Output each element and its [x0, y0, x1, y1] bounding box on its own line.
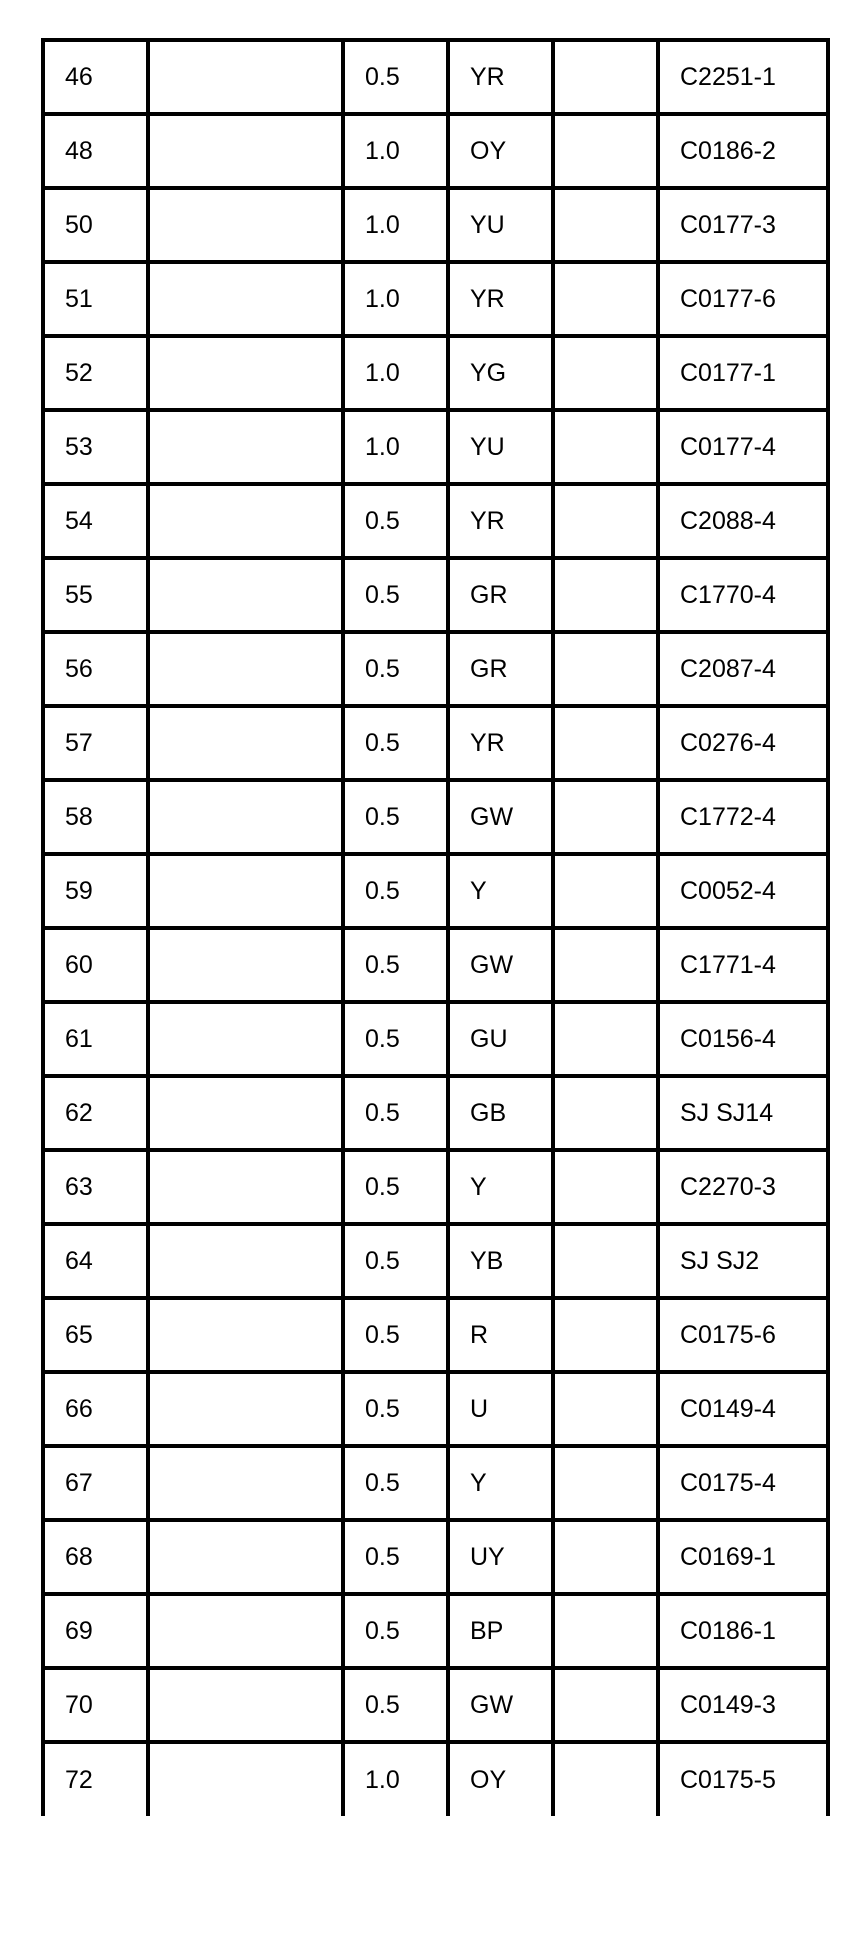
connector-cell: C2088-4: [658, 484, 828, 558]
connector-cell: C2251-1: [658, 40, 828, 114]
label-cell: [148, 188, 343, 262]
connector-cell: C0149-3: [658, 1668, 828, 1742]
extra-cell: [553, 40, 658, 114]
wire-colour-cell: UY: [448, 1520, 553, 1594]
connector-cell: C1770-4: [658, 558, 828, 632]
wire-colour-cell: GB: [448, 1076, 553, 1150]
extra-cell: [553, 336, 658, 410]
label-cell: [148, 1446, 343, 1520]
extra-cell: [553, 1520, 658, 1594]
connector-cell: SJ SJ14: [658, 1076, 828, 1150]
pin-cell: 48: [43, 114, 148, 188]
label-cell: [148, 1668, 343, 1742]
table-row: [43, 484, 828, 558]
table-row: [43, 336, 828, 410]
connector-cell: C2270-3: [658, 1150, 828, 1224]
wire-size-cell: 0.5: [343, 40, 448, 114]
extra-cell: [553, 484, 658, 558]
wire-size-cell: 1.0: [343, 188, 448, 262]
extra-cell: [553, 1594, 658, 1668]
connector-cell: C2087-4: [658, 632, 828, 706]
label-cell: [148, 1224, 343, 1298]
wire-size-cell: 0.5: [343, 1446, 448, 1520]
pin-cell: 62: [43, 1076, 148, 1150]
connector-cell: C1772-4: [658, 780, 828, 854]
wire-colour-cell: OY: [448, 1742, 553, 1816]
table-row: [43, 1150, 828, 1224]
table-row: [43, 410, 828, 484]
wire-colour-cell: YR: [448, 40, 553, 114]
wire-colour-cell: R: [448, 1298, 553, 1372]
connector-cell: C0177-3: [658, 188, 828, 262]
label-cell: [148, 1520, 343, 1594]
connector-cell: C0177-6: [658, 262, 828, 336]
extra-cell: [553, 780, 658, 854]
wire-colour-cell: Y: [448, 1446, 553, 1520]
wire-size-cell: 0.5: [343, 1224, 448, 1298]
pin-cell: 52: [43, 336, 148, 410]
wire-colour-cell: U: [448, 1372, 553, 1446]
pin-cell: 53: [43, 410, 148, 484]
wire-colour-cell: YR: [448, 706, 553, 780]
table-row: [43, 1668, 828, 1742]
wire-colour-cell: GR: [448, 558, 553, 632]
connector-cell: C0177-1: [658, 336, 828, 410]
label-cell: [148, 1150, 343, 1224]
pin-cell: 46: [43, 40, 148, 114]
wire-size-cell: 0.5: [343, 780, 448, 854]
pin-cell: 56: [43, 632, 148, 706]
label-cell: [148, 1372, 343, 1446]
table-row: [43, 114, 828, 188]
label-cell: [148, 410, 343, 484]
extra-cell: [553, 114, 658, 188]
pin-cell: 60: [43, 928, 148, 1002]
connector-cell: C0149-4: [658, 1372, 828, 1446]
wiring-table: [41, 38, 830, 1816]
label-cell: [148, 854, 343, 928]
table-row: [43, 632, 828, 706]
label-cell: [148, 40, 343, 114]
wire-size-cell: 0.5: [343, 1076, 448, 1150]
label-cell: [148, 706, 343, 780]
label-cell: [148, 780, 343, 854]
pin-cell: 51: [43, 262, 148, 336]
wire-size-cell: 1.0: [343, 410, 448, 484]
wire-size-cell: 1.0: [343, 336, 448, 410]
wire-colour-cell: GR: [448, 632, 553, 706]
label-cell: [148, 114, 343, 188]
table-row: [43, 1076, 828, 1150]
pin-cell: 65: [43, 1298, 148, 1372]
wire-colour-cell: YR: [448, 484, 553, 558]
wire-size-cell: 0.5: [343, 1372, 448, 1446]
pin-cell: 59: [43, 854, 148, 928]
pin-cell: 64: [43, 1224, 148, 1298]
table-row: [43, 1372, 828, 1446]
extra-cell: [553, 1742, 658, 1816]
label-cell: [148, 928, 343, 1002]
wire-colour-cell: YB: [448, 1224, 553, 1298]
connector-cell: C0052-4: [658, 854, 828, 928]
wire-size-cell: 0.5: [343, 1002, 448, 1076]
extra-cell: [553, 558, 658, 632]
pin-cell: 72: [43, 1742, 148, 1816]
extra-cell: [553, 1150, 658, 1224]
connector-cell: C1771-4: [658, 928, 828, 1002]
table-row: [43, 1298, 828, 1372]
connector-cell: C0156-4: [658, 1002, 828, 1076]
wire-colour-cell: OY: [448, 114, 553, 188]
connector-cell: C0276-4: [658, 706, 828, 780]
wire-colour-cell: YG: [448, 336, 553, 410]
extra-cell: [553, 632, 658, 706]
extra-cell: [553, 1668, 658, 1742]
table-row: [43, 706, 828, 780]
wire-size-cell: 0.5: [343, 558, 448, 632]
wire-colour-cell: BP: [448, 1594, 553, 1668]
table-row: [43, 928, 828, 1002]
label-cell: [148, 1002, 343, 1076]
label-cell: [148, 1742, 343, 1816]
label-cell: [148, 632, 343, 706]
extra-cell: [553, 262, 658, 336]
pin-cell: 50: [43, 188, 148, 262]
wire-size-cell: 1.0: [343, 262, 448, 336]
wire-colour-cell: YR: [448, 262, 553, 336]
connector-cell: SJ SJ2: [658, 1224, 828, 1298]
pin-cell: 57: [43, 706, 148, 780]
wire-size-cell: 0.5: [343, 632, 448, 706]
table-row: [43, 854, 828, 928]
wire-colour-cell: Y: [448, 1150, 553, 1224]
table-row: [43, 188, 828, 262]
label-cell: [148, 1076, 343, 1150]
table-row: [43, 40, 828, 114]
wire-colour-cell: YU: [448, 410, 553, 484]
table-row: [43, 1224, 828, 1298]
extra-cell: [553, 188, 658, 262]
wire-size-cell: 1.0: [343, 1742, 448, 1816]
pin-cell: 61: [43, 1002, 148, 1076]
pin-cell: 55: [43, 558, 148, 632]
pin-cell: 58: [43, 780, 148, 854]
pin-cell: 63: [43, 1150, 148, 1224]
label-cell: [148, 1298, 343, 1372]
extra-cell: [553, 1002, 658, 1076]
table-body: [43, 40, 828, 1816]
connector-cell: C0169-1: [658, 1520, 828, 1594]
wire-colour-cell: GW: [448, 780, 553, 854]
connector-cell: C0186-2: [658, 114, 828, 188]
extra-cell: [553, 1298, 658, 1372]
table-row: [43, 262, 828, 336]
table-row: [43, 1594, 828, 1668]
wire-colour-cell: GU: [448, 1002, 553, 1076]
pin-cell: 70: [43, 1668, 148, 1742]
extra-cell: [553, 410, 658, 484]
label-cell: [148, 336, 343, 410]
wire-colour-cell: GW: [448, 1668, 553, 1742]
label-cell: [148, 558, 343, 632]
table-row: [43, 1742, 828, 1816]
table-row: [43, 1446, 828, 1520]
pin-cell: 69: [43, 1594, 148, 1668]
wire-size-cell: 0.5: [343, 484, 448, 558]
wire-size-cell: 0.5: [343, 1298, 448, 1372]
wire-colour-cell: Y: [448, 854, 553, 928]
pin-cell: 67: [43, 1446, 148, 1520]
connector-cell: C0175-5: [680, 1765, 776, 1794]
extra-cell: [553, 1224, 658, 1298]
wire-size-cell: 0.5: [343, 1668, 448, 1742]
wire-size-cell: 0.5: [343, 1150, 448, 1224]
label-cell: [148, 484, 343, 558]
table-row: [43, 1002, 828, 1076]
extra-cell: [553, 1372, 658, 1446]
connector-cell: C0175-6: [658, 1298, 828, 1372]
extra-cell: [553, 706, 658, 780]
extra-cell: [553, 928, 658, 1002]
pin-cell: 68: [43, 1520, 148, 1594]
pin-cell: 54: [43, 484, 148, 558]
table-row: [43, 558, 828, 632]
label-cell: [148, 262, 343, 336]
table-row: [43, 780, 828, 854]
label-cell: [148, 1594, 343, 1668]
wire-colour-cell: YU: [448, 188, 553, 262]
wire-size-cell: 0.5: [343, 1520, 448, 1594]
extra-cell: [553, 854, 658, 928]
extra-cell: [553, 1076, 658, 1150]
connector-cell: C0177-4: [658, 410, 828, 484]
extra-cell: [553, 1446, 658, 1520]
wire-size-cell: 0.5: [343, 706, 448, 780]
connector-cell: C0186-1: [658, 1594, 828, 1668]
wire-size-cell: 0.5: [343, 928, 448, 1002]
pin-cell: 66: [43, 1372, 148, 1446]
wire-colour-cell: GW: [448, 928, 553, 1002]
wire-size-cell: 0.5: [343, 854, 448, 928]
wire-size-cell: 0.5: [343, 1594, 448, 1668]
wire-size-cell: 1.0: [343, 114, 448, 188]
table-row: [43, 1520, 828, 1594]
connector-cell: C0175-4: [658, 1446, 828, 1520]
